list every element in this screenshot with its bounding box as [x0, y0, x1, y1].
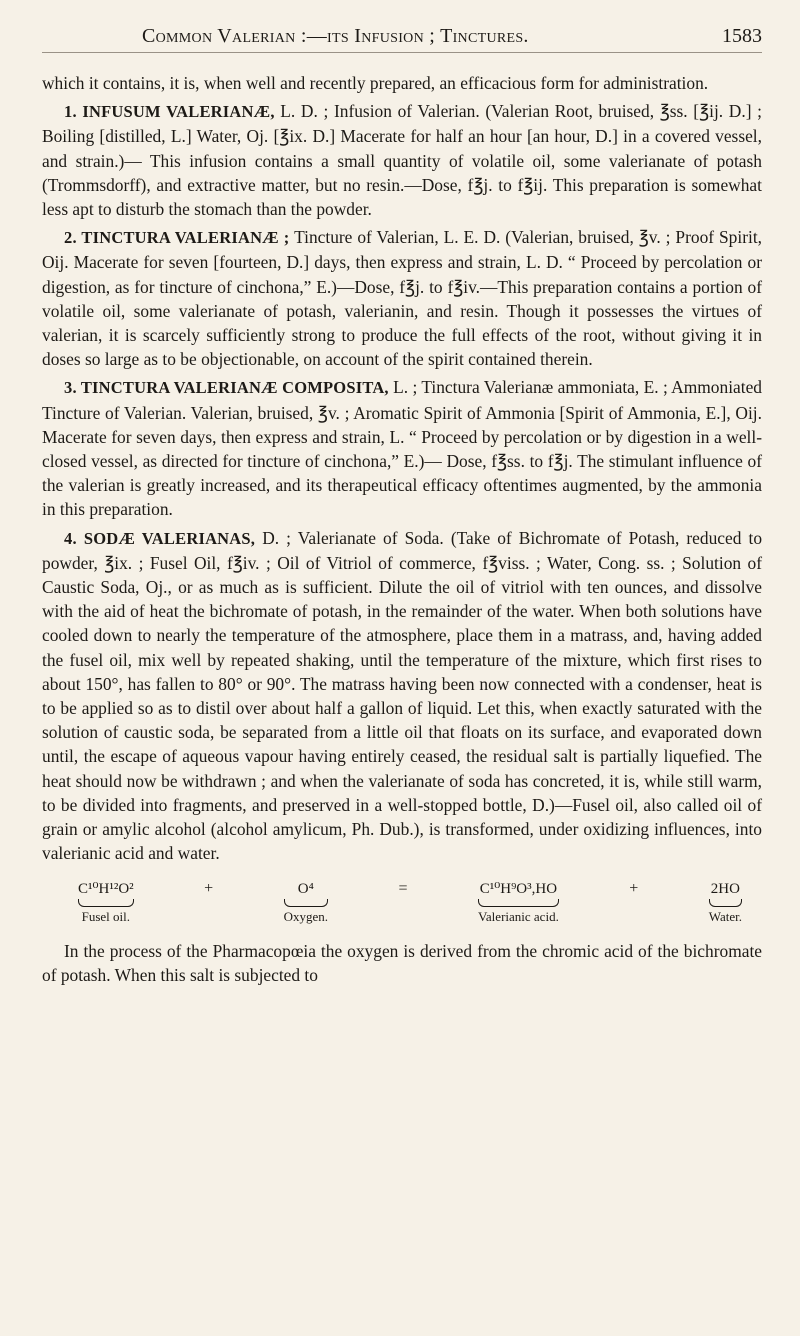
plus-operator: + — [204, 879, 214, 897]
underbrace — [78, 899, 134, 907]
formula-label: Fusel oil. — [81, 908, 131, 924]
formula-label: Valerianic acid. — [477, 908, 559, 924]
plus-operator: + — [629, 879, 639, 897]
entry-text: D. ; Valerianate of Soda. (Take of Bichromate of Potash, reduced to powder, ℥ix. ; Fusel Oil, f℥iv. ; Oil of Vitriol of commerce, f℥viss. ; Water, Cong. ss. ; Solution of Caustic Soda, Oj., or as much as is sufficient. Dilute the oil of vitriol with ten ounces, and dissolve with the aid of heat the bichromate of potash, in the remainder of the water. When both solutions have cooled down to nearly the temperature of the atmosphere, place them in a matrass, and, having added the fusel oil, mix well by repeated shaking, until the temperature of the mixture, which first rises to about 150°, has fallen to 80° or 90°. The matrass having been now connected with a condenser, heat is to be applied so as to distil over about half a gallon of liquid. Let this, when exactly saturated with the solution of caustic soda, be separated from a little oil that floats on its surface, and evaporated down until, the escape of aqueous vapour having entirely ceased, the residual salt is partially liquefied. The heat should now be withdrawn ; and when the valerianate of soda has concreted, it is, while still warm, to be divided into fragments, and preserved in a well-stopped bottle, D.)—Fusel oil, also called oil of grain or amylic alcohol (alcohol amylicum, Ph. Dub.), is transformed, under oxidizing influences, into valerianic acid and water. — [42, 527, 763, 864]
equation-term-fusel-oil — [78, 880, 134, 925]
entry-infusum-valerianae — [42, 99, 762, 221]
underbrace — [478, 899, 559, 907]
equation-term-water — [709, 880, 742, 925]
entry-heading: 2. TINCTURA VALERIANÆ ; — [64, 228, 290, 248]
equation-term-valerianic-acid — [478, 880, 559, 925]
formula: C¹⁰H⁹O³,HO — [479, 880, 558, 897]
entry-sodae-valerianas — [42, 526, 762, 866]
page-number: 1583 — [722, 25, 762, 47]
entry-heading: 4. SODÆ VALERIANAS, — [64, 528, 256, 548]
underbrace — [284, 899, 328, 907]
entry-text: L. ; Tinctura Valerianæ ammoniata, E. ; Ammoniated Tincture of Valerian. Valerian, bruised, ℥v. ; Aromatic Spirit of Ammonia [Spirit of Ammonia, E.], Oij. Macerate for seven days, then express and strain, L. “ Proceed by percolation or by digestion in a well-closed vessel, as directed for tincture of cinchona,” E.)— Dose, f℥ss. to f℥j. The stimulant influence of the valerian is greatly increased, and its therapeutical efficacy oftentimes augmented, by the ammonia in this preparation. — [42, 377, 762, 520]
entry-text: Tincture of Valerian, L. E. D. (Valerian, bruised, ℥v. ; Proof Spirit, Oij. Macerate for seven [fourteen, D.] days, then express and strain, L. D. “ Proceed by percolation or digestion, as for tincture of cinchona,” E.)—Dose, f℥j. to f℥iv.—This preparation contains a portion of volatile oil, some valerianate of potash, valerianin, and resin. Though it possesses the virtues of valerian, it is scarcely sufficiently strong to produce the full effects of the root, without giving it in doses so large as to be objectionable, on account of the spirit contained therein. — [42, 227, 762, 370]
running-head: Common Valerian :—its Infusion ; Tinctures. — [142, 25, 529, 47]
intro-paragraph: which it contains, it is, when well and recently prepared, an efficacious form for administration. — [42, 73, 709, 93]
closing-paragraph: In the process of the Pharmacopœia the oxygen is derived from the chromic acid of the bichromate of potash. When this salt is subjected to — [42, 940, 762, 985]
equation-term-oxygen — [284, 880, 328, 925]
formula-label: Oxygen. — [283, 908, 329, 924]
underbrace — [709, 899, 742, 907]
entry-tinctura-valerianae-composita — [42, 375, 762, 521]
entry-heading: 1. INFUSUM VALERIANÆ, — [64, 102, 275, 122]
page — [42, 22, 762, 987]
formula: O⁴ — [297, 880, 314, 897]
entry-tinctura-valerianae — [42, 225, 762, 371]
formula: 2HO — [710, 880, 740, 897]
chemical-equation — [78, 880, 742, 925]
formula-label: Water. — [708, 908, 742, 924]
entry-text: L. D. ; Infusion of Valerian. (Valerian Root, bruised, ℥ss. [℥ij. D.] ; Boiling [distilled, L.] Water, Oj. [℥ix. D.] Macerate for half an hour [an hour, D.] in a covered vessel, and strain.)— This infusion contains a small quantity of volatile oil, some valerianate of potash (Trommsdorff), and extractive matter, but no resin.—Dose, f℥j. to f℥ij. This preparation is somewhat less apt to disturb the stomach than the powder. — [42, 101, 762, 220]
formula: C¹⁰H¹²O² — [78, 880, 134, 897]
page-header — [42, 22, 762, 53]
equals-operator: = — [398, 879, 408, 897]
body-text — [42, 71, 762, 987]
entry-heading: 3. TINCTURA VALERIANÆ COMPOSITA, — [64, 378, 389, 398]
